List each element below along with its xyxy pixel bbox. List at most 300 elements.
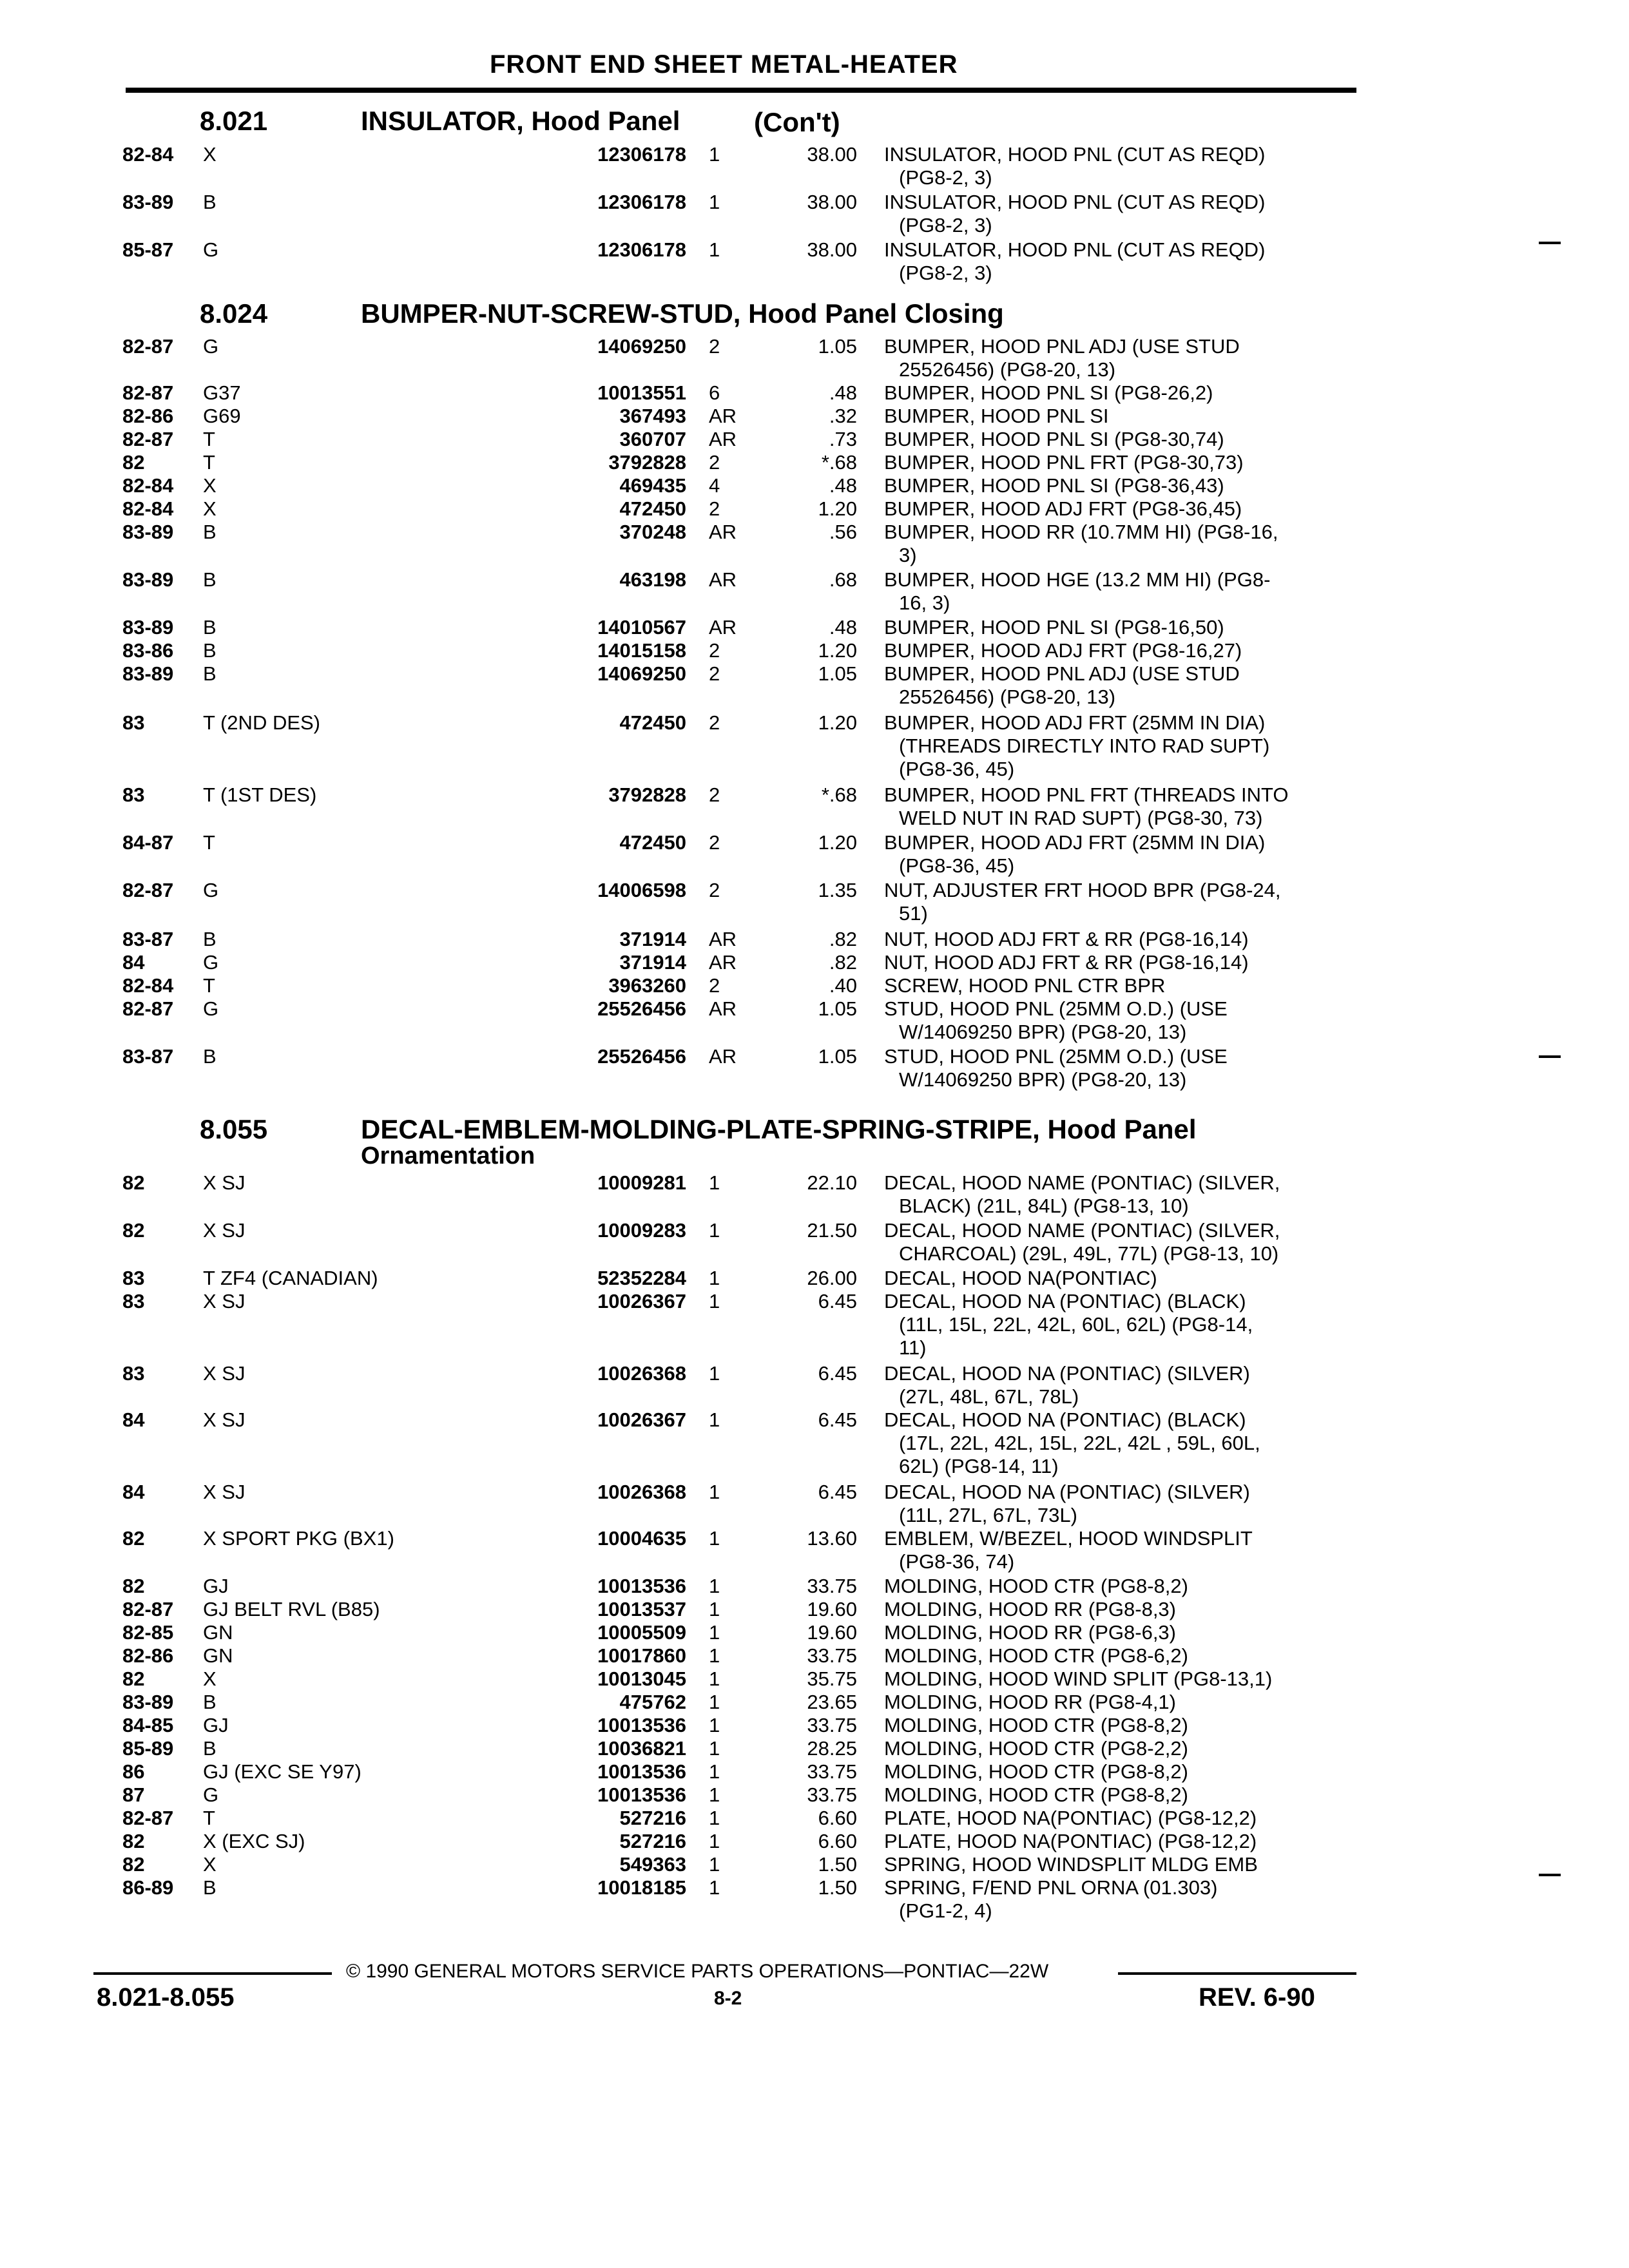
part-description: MOLDING, HOOD CTR (PG8-8,2): [884, 1575, 1188, 1597]
part-number: 12306178: [597, 238, 686, 261]
quantity: 1: [709, 191, 720, 213]
model-code: B: [203, 928, 217, 950]
model-year: 82-87: [122, 428, 174, 450]
parts-row: [0, 238, 1629, 262]
section-title: DECAL-EMBLEM-MOLDING-PLATE-SPRING-STRIPE, Hood Panel: [361, 1114, 1197, 1144]
part-number: 10017860: [597, 1644, 686, 1667]
quantity: 4: [709, 474, 720, 497]
parts-row: [0, 1598, 1629, 1621]
price: 6.45: [818, 1408, 857, 1431]
price: 33.75: [807, 1644, 857, 1667]
model-year: 82: [122, 1527, 145, 1550]
part-description: BUMPER, HOOD PNL FRT (THREADS INTO: [884, 783, 1289, 806]
parts-row-continuation: [0, 854, 1629, 878]
part-number: 14069250: [597, 662, 686, 685]
parts-row-continuation: [0, 1336, 1629, 1360]
model-year: 82-86: [122, 405, 174, 427]
part-description: 25526456) (PG8-20, 13): [899, 686, 1116, 708]
model-code: T: [203, 974, 215, 997]
parts-row-continuation: [0, 1242, 1629, 1265]
quantity: 1: [709, 238, 720, 261]
model-year: 85-87: [122, 238, 174, 261]
parts-row: [0, 1045, 1629, 1068]
parts-row-continuation: [0, 166, 1629, 189]
parts-row-continuation: [0, 1385, 1629, 1408]
part-number: 371914: [619, 951, 686, 974]
part-number: 10013537: [597, 1598, 686, 1620]
part-description: (11L, 15L, 22L, 42L, 60L, 62L) (PG8-14,: [899, 1313, 1253, 1336]
part-description: SPRING, HOOD WINDSPLIT MLDG EMB: [884, 1853, 1258, 1876]
quantity: AR: [709, 428, 737, 450]
model-code: X SPORT PKG (BX1): [203, 1527, 394, 1550]
parts-row-continuation: [0, 1432, 1629, 1455]
section-subtitle: Ornamentation: [361, 1142, 535, 1169]
part-description: (11L, 27L, 67L, 73L): [899, 1504, 1077, 1526]
model-code: GJ (EXC SE Y97): [203, 1760, 361, 1783]
parts-row: [0, 1527, 1629, 1550]
section-number: 8.055: [200, 1114, 268, 1144]
part-number: 472450: [619, 497, 686, 520]
part-description: CHARCOAL) (29L, 49L, 77L) (PG8-13, 10): [899, 1242, 1279, 1265]
parts-row: [0, 1621, 1629, 1644]
price: 35.75: [807, 1667, 857, 1690]
part-description: MOLDING, HOOD CTR (PG8-8,2): [884, 1783, 1188, 1806]
price: 22.10: [807, 1171, 857, 1194]
model-code: X SJ: [203, 1290, 246, 1312]
part-number: 25526456: [597, 1045, 686, 1068]
parts-row-continuation: [0, 591, 1629, 615]
quantity: 1: [709, 1575, 720, 1597]
page-number: 8-2: [714, 1988, 742, 2009]
part-description: (PG8-36, 45): [899, 854, 1015, 877]
quantity: 2: [709, 783, 720, 806]
model-code: B: [203, 1045, 217, 1068]
model-code: X: [203, 497, 217, 520]
margin-mark: [1539, 1055, 1561, 1058]
quantity: 2: [709, 879, 720, 901]
parts-row-continuation: [0, 214, 1629, 237]
part-number: 463198: [619, 568, 686, 591]
part-description: BUMPER, HOOD ADJ FRT (PG8-16,27): [884, 639, 1242, 662]
part-number: 10013551: [597, 381, 686, 404]
model-code: X SJ: [203, 1362, 246, 1385]
part-number: 10013045: [597, 1667, 686, 1690]
model-year: 83-89: [122, 568, 174, 591]
price: .48: [829, 616, 857, 639]
model-year: 83: [122, 711, 145, 734]
section-title: BUMPER-NUT-SCREW-STUD, Hood Panel Closing: [361, 298, 1004, 329]
part-number: 10026367: [597, 1408, 686, 1431]
parts-row: [0, 616, 1629, 639]
part-description: DECAL, HOOD NA (PONTIAC) (BLACK): [884, 1290, 1246, 1312]
part-number: 10005509: [597, 1621, 686, 1644]
model-year: 82-87: [122, 997, 174, 1020]
part-description: BUMPER, HOOD HGE (13.2 MM HI) (PG8-: [884, 568, 1271, 591]
model-year: 82-84: [122, 974, 174, 997]
part-number: 10013536: [597, 1783, 686, 1806]
quantity: 1: [709, 1737, 720, 1760]
part-description: BUMPER, HOOD PNL ADJ (USE STUD: [884, 335, 1240, 358]
model-year: 83-89: [122, 521, 174, 543]
model-code: B: [203, 521, 217, 543]
revision: REV. 6-90: [1199, 1983, 1315, 2012]
price: 1.20: [818, 711, 857, 734]
model-year: 84: [122, 1408, 145, 1431]
parts-row: [0, 879, 1629, 902]
quantity: 1: [709, 1267, 720, 1289]
quantity: 1: [709, 1807, 720, 1829]
parts-row: [0, 497, 1629, 521]
part-description: NUT, ADJUSTER FRT HOOD BPR (PG8-24,: [884, 879, 1281, 901]
model-year: 83: [122, 1290, 145, 1312]
part-description: (PG8-36, 45): [899, 758, 1015, 780]
part-description: 11): [899, 1336, 927, 1359]
price: .48: [829, 474, 857, 497]
part-number: 3792828: [608, 783, 686, 806]
part-description: NUT, HOOD ADJ FRT & RR (PG8-16,14): [884, 951, 1249, 974]
price: 21.50: [807, 1219, 857, 1242]
footer-rule-left: [93, 1972, 332, 1975]
part-number: 10004635: [597, 1527, 686, 1550]
part-description: STUD, HOOD PNL (25MM O.D.) (USE: [884, 997, 1228, 1020]
price: 1.20: [818, 497, 857, 520]
model-code: T: [203, 831, 215, 854]
price: .56: [829, 521, 857, 543]
part-number: 3963260: [608, 974, 686, 997]
part-number: 549363: [619, 1853, 686, 1876]
part-description: MOLDING, HOOD CTR (PG8-8,2): [884, 1760, 1188, 1783]
price: 1.50: [818, 1876, 857, 1899]
part-description: W/14069250 BPR) (PG8-20, 13): [899, 1068, 1187, 1091]
parts-row: [0, 1876, 1629, 1899]
parts-row: [0, 1783, 1629, 1807]
model-code: B: [203, 1691, 217, 1713]
part-number: 25526456: [597, 997, 686, 1020]
part-number: 10013536: [597, 1714, 686, 1736]
parts-row: [0, 1830, 1629, 1853]
parts-row: [0, 1267, 1629, 1290]
part-description: MOLDING, HOOD RR (PG8-8,3): [884, 1598, 1176, 1620]
margin-mark: [1539, 242, 1561, 244]
model-year: 82: [122, 451, 145, 474]
model-year: 82-86: [122, 1644, 174, 1667]
model-year: 82: [122, 1171, 145, 1194]
parts-row: [0, 1667, 1629, 1691]
parts-row: [0, 1644, 1629, 1667]
parts-row: [0, 568, 1629, 591]
parts-row: [0, 381, 1629, 405]
model-code: X SJ: [203, 1408, 246, 1431]
parts-row: [0, 974, 1629, 997]
price: 1.05: [818, 1045, 857, 1068]
part-description: (PG1-2, 4): [899, 1899, 992, 1922]
parts-row-continuation: [0, 686, 1629, 709]
parts-row-continuation: [0, 758, 1629, 781]
part-description: SPRING, F/END PNL ORNA (01.303): [884, 1876, 1218, 1899]
parts-row-continuation: [0, 735, 1629, 758]
part-description: MOLDING, HOOD CTR (PG8-2,2): [884, 1737, 1188, 1760]
part-description: (PG8-2, 3): [899, 166, 992, 189]
part-description: (PG8-2, 3): [899, 214, 992, 236]
model-code: B: [203, 568, 217, 591]
parts-row: [0, 451, 1629, 474]
model-code: X SJ: [203, 1481, 246, 1503]
price: 6.45: [818, 1481, 857, 1503]
quantity: 2: [709, 831, 720, 854]
page-title: FRONT END SHEET METAL-HEATER: [490, 50, 958, 79]
part-description: EMBLEM, W/BEZEL, HOOD WINDSPLIT: [884, 1527, 1253, 1550]
part-number: 10036821: [597, 1737, 686, 1760]
parts-row-continuation: [0, 1899, 1629, 1923]
model-year: 83-89: [122, 191, 174, 213]
part-number: 10013536: [597, 1575, 686, 1597]
model-year: 83-87: [122, 928, 174, 950]
model-code: B: [203, 1876, 217, 1899]
parts-row: [0, 1807, 1629, 1830]
part-description: 62L) (PG8-14, 11): [899, 1455, 1059, 1477]
quantity: 2: [709, 335, 720, 358]
part-description: DECAL, HOOD NA (PONTIAC) (SILVER): [884, 1362, 1250, 1385]
section-number: 8.024: [200, 298, 268, 329]
parts-row-continuation: [0, 358, 1629, 381]
model-code: G37: [203, 381, 241, 404]
quantity: 1: [709, 1853, 720, 1876]
parts-row: [0, 1362, 1629, 1385]
price: 1.50: [818, 1853, 857, 1876]
price: 28.25: [807, 1737, 857, 1760]
price: 6.45: [818, 1362, 857, 1385]
model-code: B: [203, 616, 217, 639]
parts-row: [0, 997, 1629, 1021]
parts-row: [0, 1853, 1629, 1876]
part-number: 14010567: [597, 616, 686, 639]
part-description: MOLDING, HOOD RR (PG8-6,3): [884, 1621, 1176, 1644]
part-number: 14006598: [597, 879, 686, 901]
model-year: 82-87: [122, 1807, 174, 1829]
part-description: DECAL, HOOD NA (PONTIAC) (SILVER): [884, 1481, 1250, 1503]
model-code: G69: [203, 405, 241, 427]
quantity: 1: [709, 1362, 720, 1385]
model-year: 82: [122, 1667, 145, 1690]
part-description: INSULATOR, HOOD PNL (CUT AS REQD): [884, 143, 1266, 166]
quantity: 2: [709, 711, 720, 734]
parts-row: [0, 1481, 1629, 1504]
model-code: T ZF4 (CANADIAN): [203, 1267, 378, 1289]
price: .82: [829, 928, 857, 950]
parts-row: [0, 335, 1629, 358]
model-year: 82-87: [122, 879, 174, 901]
model-code: G: [203, 879, 219, 901]
model-code: G: [203, 1783, 219, 1806]
quantity: 2: [709, 451, 720, 474]
parts-row: [0, 1714, 1629, 1737]
parts-row: [0, 474, 1629, 497]
part-description: INSULATOR, HOOD PNL (CUT AS REQD): [884, 238, 1266, 261]
quantity: 1: [709, 1171, 720, 1194]
model-code: B: [203, 1737, 217, 1760]
model-year: 83: [122, 1267, 145, 1289]
quantity: 1: [709, 1598, 720, 1620]
price: .32: [829, 405, 857, 427]
model-year: 83: [122, 1362, 145, 1385]
part-description: MOLDING, HOOD CTR (PG8-8,2): [884, 1714, 1188, 1736]
part-number: 370248: [619, 521, 686, 543]
model-year: 86: [122, 1760, 145, 1783]
part-description: BUMPER, HOOD RR (10.7MM HI) (PG8-16,: [884, 521, 1278, 543]
parts-row-continuation: [0, 262, 1629, 285]
model-code: B: [203, 662, 217, 685]
quantity: AR: [709, 951, 737, 974]
model-year: 84: [122, 951, 145, 974]
model-year: 82-87: [122, 335, 174, 358]
price: .48: [829, 381, 857, 404]
quantity: AR: [709, 521, 737, 543]
price: 1.20: [818, 831, 857, 854]
part-number: 472450: [619, 711, 686, 734]
quantity: 1: [709, 1527, 720, 1550]
part-description: 25526456) (PG8-20, 13): [899, 358, 1116, 381]
quantity: AR: [709, 568, 737, 591]
parts-row: [0, 405, 1629, 428]
price: 33.75: [807, 1783, 857, 1806]
header-rule: [126, 88, 1356, 93]
quantity: 1: [709, 1691, 720, 1713]
parts-row: [0, 951, 1629, 974]
price: 33.75: [807, 1714, 857, 1736]
parts-row: [0, 1760, 1629, 1783]
price: 6.60: [818, 1830, 857, 1852]
parts-row: [0, 639, 1629, 662]
model-year: 82-84: [122, 143, 174, 166]
quantity: 2: [709, 662, 720, 685]
part-description: WELD NUT IN RAD SUPT) (PG8-30, 73): [899, 807, 1263, 829]
parts-row: [0, 831, 1629, 854]
part-description: BUMPER, HOOD PNL SI (PG8-30,74): [884, 428, 1224, 450]
price: 1.05: [818, 335, 857, 358]
quantity: 1: [709, 1408, 720, 1431]
part-description: BUMPER, HOOD PNL FRT (PG8-30,73): [884, 451, 1244, 474]
model-code: G: [203, 238, 219, 261]
part-description: PLATE, HOOD NA(PONTIAC) (PG8-12,2): [884, 1807, 1257, 1829]
part-description: BUMPER, HOOD ADJ FRT (PG8-36,45): [884, 497, 1242, 520]
section-header: [0, 103, 1629, 142]
quantity: AR: [709, 928, 737, 950]
parts-row: [0, 191, 1629, 214]
model-year: 82-87: [122, 1598, 174, 1620]
model-code: T: [203, 1807, 215, 1829]
quantity: AR: [709, 405, 737, 427]
part-description: (PG8-36, 74): [899, 1550, 1015, 1573]
model-code: G: [203, 335, 219, 358]
section-title: INSULATOR, Hood Panel: [361, 106, 680, 136]
part-description: MOLDING, HOOD WIND SPLIT (PG8-13,1): [884, 1667, 1273, 1690]
model-code: X: [203, 143, 217, 166]
price: 38.00: [807, 238, 857, 261]
parts-row: [0, 711, 1629, 735]
part-description: BUMPER, HOOD PNL SI (PG8-36,43): [884, 474, 1224, 497]
model-year: 86-89: [122, 1876, 174, 1899]
parts-row: [0, 428, 1629, 451]
part-number: 371914: [619, 928, 686, 950]
model-code: GJ BELT RVL (B85): [203, 1598, 380, 1620]
part-description: 51): [899, 902, 928, 925]
model-year: 82-85: [122, 1621, 174, 1644]
model-code: B: [203, 639, 217, 662]
part-number: 10013536: [597, 1760, 686, 1783]
section-header: [0, 1111, 1629, 1169]
quantity: 1: [709, 1783, 720, 1806]
parts-row: [0, 928, 1629, 951]
parts-row-continuation: [0, 1455, 1629, 1478]
model-year: 83-89: [122, 662, 174, 685]
quantity: 2: [709, 497, 720, 520]
part-number: 52352284: [597, 1267, 686, 1289]
quantity: 2: [709, 639, 720, 662]
part-description: STUD, HOOD PNL (25MM O.D.) (USE: [884, 1045, 1228, 1068]
model-code: GN: [203, 1644, 233, 1667]
parts-row-continuation: [0, 1550, 1629, 1573]
price: 6.45: [818, 1290, 857, 1312]
quantity: 1: [709, 1644, 720, 1667]
part-description: (THREADS DIRECTLY INTO RAD SUPT): [899, 735, 1270, 757]
part-number: 14069250: [597, 335, 686, 358]
parts-row: [0, 1408, 1629, 1432]
part-number: 360707: [619, 428, 686, 450]
part-description: 3): [899, 544, 917, 566]
quantity: 1: [709, 1830, 720, 1852]
part-number: 10009281: [597, 1171, 686, 1194]
quantity: 1: [709, 1876, 720, 1899]
part-number: 14015158: [597, 639, 686, 662]
quantity: 1: [709, 1760, 720, 1783]
price: .82: [829, 951, 857, 974]
model-code: X: [203, 474, 217, 497]
parts-row: [0, 1171, 1629, 1195]
model-year: 82-84: [122, 497, 174, 520]
part-description: MOLDING, HOOD CTR (PG8-6,2): [884, 1644, 1188, 1667]
part-number: 367493: [619, 405, 686, 427]
price: 1.05: [818, 662, 857, 685]
part-description: BUMPER, HOOD PNL SI: [884, 405, 1109, 427]
parts-row-continuation: [0, 902, 1629, 925]
quantity: 1: [709, 143, 720, 166]
model-code: X SJ: [203, 1219, 246, 1242]
model-year: 83-86: [122, 639, 174, 662]
margin-mark: [1539, 1874, 1561, 1876]
quantity: AR: [709, 997, 737, 1020]
model-year: 82: [122, 1853, 145, 1876]
section-range: 8.021-8.055: [97, 1983, 235, 2012]
part-description: MOLDING, HOOD RR (PG8-4,1): [884, 1691, 1176, 1713]
section-number: 8.021: [200, 106, 268, 136]
part-number: 12306178: [597, 143, 686, 166]
model-year: 82-87: [122, 381, 174, 404]
parts-row-continuation: [0, 544, 1629, 567]
parts-row: [0, 1290, 1629, 1313]
price: 38.00: [807, 143, 857, 166]
price: .40: [829, 974, 857, 997]
part-description: BUMPER, HOOD PNL ADJ (USE STUD: [884, 662, 1240, 685]
price: 13.60: [807, 1527, 857, 1550]
part-number: 527216: [619, 1807, 686, 1829]
part-number: 472450: [619, 831, 686, 854]
part-number: 10026368: [597, 1481, 686, 1503]
parts-row: [0, 1691, 1629, 1714]
quantity: 1: [709, 1667, 720, 1690]
model-year: 82: [122, 1830, 145, 1852]
price: *.68: [821, 783, 857, 806]
model-code: X (EXC SJ): [203, 1830, 305, 1852]
